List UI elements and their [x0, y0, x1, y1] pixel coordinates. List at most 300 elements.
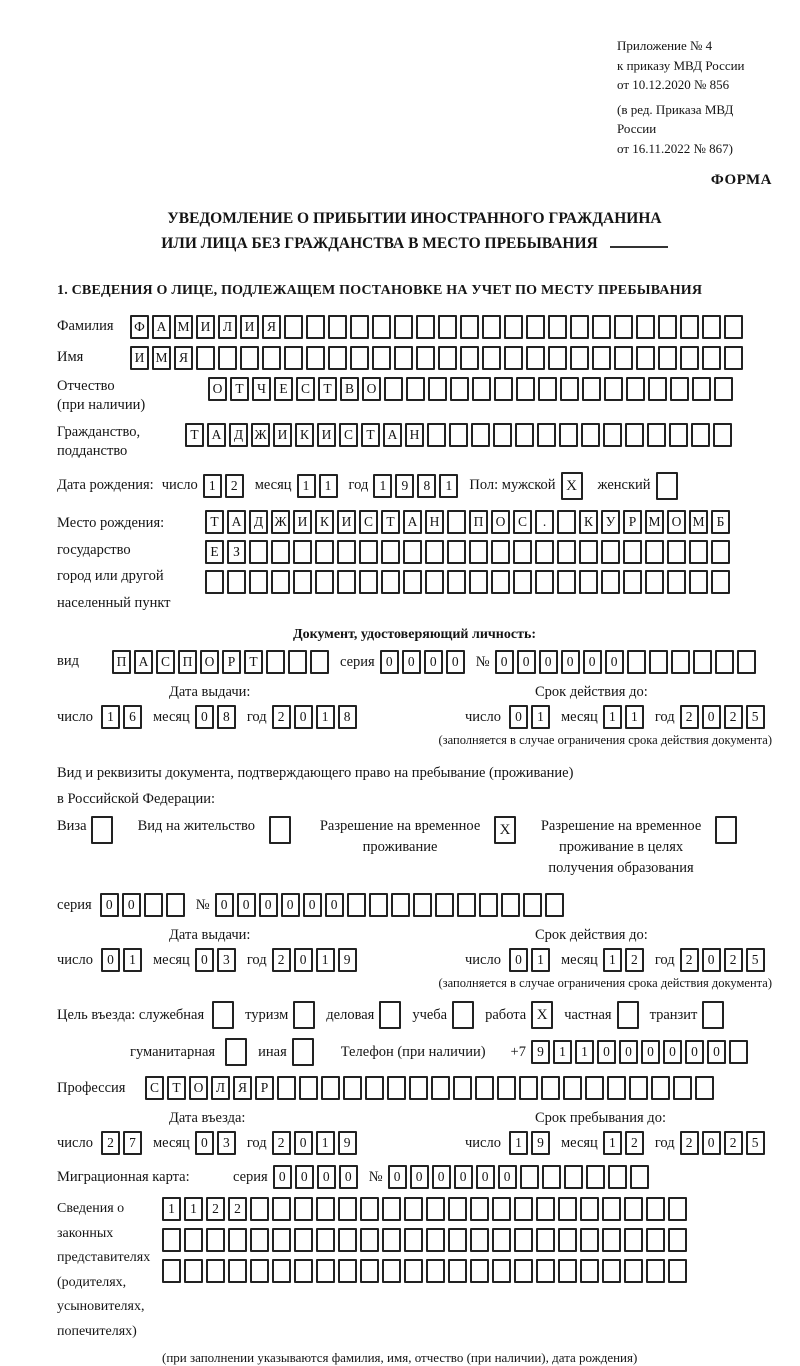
char-cell[interactable]: [625, 423, 644, 447]
char-cell[interactable]: [627, 650, 646, 674]
char-cell[interactable]: [212, 1001, 234, 1029]
char-cell[interactable]: 0: [294, 1131, 313, 1155]
char-cell[interactable]: [523, 893, 542, 917]
char-cell[interactable]: [558, 1197, 577, 1221]
char-cell[interactable]: [452, 1001, 474, 1029]
char-cell[interactable]: 1: [603, 948, 622, 972]
char-cell[interactable]: [492, 1228, 511, 1252]
char-cell[interactable]: 0: [597, 1040, 616, 1064]
char-cell[interactable]: [645, 570, 664, 594]
char-cell[interactable]: [292, 1038, 314, 1066]
char-cell[interactable]: Б: [711, 510, 730, 534]
char-cell[interactable]: 2: [625, 948, 644, 972]
char-cell[interactable]: [513, 570, 532, 594]
char-cell[interactable]: 0: [424, 650, 443, 674]
char-cell[interactable]: [310, 650, 329, 674]
char-cell[interactable]: [240, 346, 259, 370]
char-cell[interactable]: 2: [724, 948, 743, 972]
char-cell[interactable]: 0: [380, 650, 399, 674]
char-cell[interactable]: [293, 540, 312, 564]
char-cell[interactable]: [471, 423, 490, 447]
char-cell[interactable]: [448, 1228, 467, 1252]
char-cell[interactable]: [413, 893, 432, 917]
char-cell[interactable]: [629, 1076, 648, 1100]
char-cell[interactable]: 0: [702, 948, 721, 972]
char-cell[interactable]: [162, 1228, 181, 1252]
char-cell[interactable]: Р: [623, 510, 642, 534]
char-cell[interactable]: [394, 315, 413, 339]
char-cell[interactable]: Т: [318, 377, 337, 401]
char-cell[interactable]: [403, 570, 422, 594]
char-cell[interactable]: [536, 1228, 555, 1252]
purpose-private-checkbox[interactable]: [617, 1001, 642, 1029]
char-cell[interactable]: [447, 570, 466, 594]
char-cell[interactable]: [542, 1165, 561, 1189]
char-cell[interactable]: [535, 540, 554, 564]
char-cell[interactable]: [667, 540, 686, 564]
char-cell[interactable]: [669, 423, 688, 447]
char-cell[interactable]: Р: [255, 1076, 274, 1100]
char-cell[interactable]: [469, 570, 488, 594]
char-cell[interactable]: [294, 1228, 313, 1252]
char-cell[interactable]: 1: [316, 705, 335, 729]
char-cell[interactable]: [519, 1076, 538, 1100]
char-cell[interactable]: [658, 315, 677, 339]
char-cell[interactable]: [648, 377, 667, 401]
char-cell[interactable]: В: [340, 377, 359, 401]
char-cell[interactable]: [548, 315, 567, 339]
char-cell[interactable]: 5: [746, 705, 765, 729]
char-cell[interactable]: [284, 315, 303, 339]
char-cell[interactable]: [425, 570, 444, 594]
char-cell[interactable]: [227, 570, 246, 594]
char-cell[interactable]: [602, 1259, 621, 1283]
char-cell[interactable]: 0: [561, 650, 580, 674]
char-cell[interactable]: [515, 423, 534, 447]
char-cell[interactable]: [492, 1197, 511, 1221]
char-cell[interactable]: [382, 1259, 401, 1283]
char-cell[interactable]: [680, 315, 699, 339]
char-cell[interactable]: 1: [316, 1131, 335, 1155]
char-cell[interactable]: 0: [454, 1165, 473, 1189]
char-cell[interactable]: У: [601, 510, 620, 534]
char-cell[interactable]: И: [293, 510, 312, 534]
char-cell[interactable]: [535, 570, 554, 594]
char-cell[interactable]: Т: [381, 510, 400, 534]
char-cell[interactable]: 0: [583, 650, 602, 674]
visa-checkbox[interactable]: [91, 816, 116, 844]
char-cell[interactable]: Т: [361, 423, 380, 447]
char-cell[interactable]: К: [295, 423, 314, 447]
char-cell[interactable]: [391, 893, 410, 917]
char-cell[interactable]: [184, 1259, 203, 1283]
char-cell[interactable]: [250, 1259, 269, 1283]
char-cell[interactable]: [670, 377, 689, 401]
char-cell[interactable]: [250, 1228, 269, 1252]
char-cell[interactable]: 2: [625, 1131, 644, 1155]
char-cell[interactable]: 0: [339, 1165, 358, 1189]
char-cell[interactable]: 0: [122, 893, 141, 917]
char-cell[interactable]: [630, 1165, 649, 1189]
char-cell[interactable]: [277, 1076, 296, 1100]
char-cell[interactable]: Л: [211, 1076, 230, 1100]
char-cell[interactable]: 0: [325, 893, 344, 917]
gender-male-checkbox[interactable]: [561, 472, 586, 500]
char-cell[interactable]: [614, 346, 633, 370]
char-cell[interactable]: М: [174, 315, 193, 339]
char-cell[interactable]: 1: [184, 1197, 203, 1221]
char-cell[interactable]: 0: [509, 948, 528, 972]
char-cell[interactable]: [514, 1228, 533, 1252]
char-cell[interactable]: [206, 1228, 225, 1252]
char-cell[interactable]: [491, 570, 510, 594]
char-cell[interactable]: [680, 346, 699, 370]
char-cell[interactable]: 2: [272, 705, 291, 729]
char-cell[interactable]: [482, 346, 501, 370]
char-cell[interactable]: [460, 346, 479, 370]
char-cell[interactable]: [394, 346, 413, 370]
char-cell[interactable]: 9: [531, 1040, 550, 1064]
char-cell[interactable]: [724, 315, 743, 339]
char-cell[interactable]: И: [130, 346, 149, 370]
char-cell[interactable]: [269, 816, 291, 844]
char-cell[interactable]: А: [134, 650, 153, 674]
char-cell[interactable]: 9: [531, 1131, 550, 1155]
char-cell[interactable]: [646, 1197, 665, 1221]
char-cell[interactable]: [449, 423, 468, 447]
char-cell[interactable]: [144, 893, 163, 917]
char-cell[interactable]: .: [535, 510, 554, 534]
char-cell[interactable]: [715, 816, 737, 844]
char-cell[interactable]: 0: [446, 650, 465, 674]
gender-female-checkbox[interactable]: [656, 472, 681, 500]
char-cell[interactable]: Ч: [252, 377, 271, 401]
char-cell[interactable]: 2: [272, 948, 291, 972]
char-cell[interactable]: [623, 540, 642, 564]
char-cell[interactable]: П: [112, 650, 131, 674]
char-cell[interactable]: [557, 570, 576, 594]
char-cell[interactable]: [426, 1228, 445, 1252]
char-cell[interactable]: [359, 540, 378, 564]
char-cell[interactable]: [536, 1259, 555, 1283]
char-cell[interactable]: [359, 570, 378, 594]
char-cell[interactable]: 1: [203, 474, 222, 498]
char-cell[interactable]: [249, 540, 268, 564]
char-cell[interactable]: М: [152, 346, 171, 370]
char-cell[interactable]: [404, 1197, 423, 1221]
char-cell[interactable]: [321, 1076, 340, 1100]
char-cell[interactable]: [579, 570, 598, 594]
char-cell[interactable]: [475, 1076, 494, 1100]
char-cell[interactable]: [472, 377, 491, 401]
char-cell[interactable]: [470, 1228, 489, 1252]
char-cell[interactable]: [601, 540, 620, 564]
char-cell[interactable]: [673, 1076, 692, 1100]
char-cell[interactable]: 1: [531, 705, 550, 729]
char-cell[interactable]: [306, 315, 325, 339]
char-cell[interactable]: Н: [425, 510, 444, 534]
char-cell[interactable]: [228, 1228, 247, 1252]
char-cell[interactable]: [514, 1197, 533, 1221]
char-cell[interactable]: [602, 1197, 621, 1221]
char-cell[interactable]: 8: [338, 705, 357, 729]
char-cell[interactable]: [689, 540, 708, 564]
char-cell[interactable]: [91, 816, 113, 844]
residence-permit-checkbox[interactable]: [269, 816, 294, 844]
char-cell[interactable]: [262, 346, 281, 370]
char-cell[interactable]: Т: [230, 377, 249, 401]
char-cell[interactable]: X: [561, 472, 583, 500]
purpose-tourism-checkbox[interactable]: [293, 1001, 318, 1029]
char-cell[interactable]: [579, 540, 598, 564]
char-cell[interactable]: [271, 570, 290, 594]
char-cell[interactable]: [563, 1076, 582, 1100]
char-cell[interactable]: 0: [294, 705, 313, 729]
char-cell[interactable]: 0: [215, 893, 234, 917]
char-cell[interactable]: И: [273, 423, 292, 447]
char-cell[interactable]: [382, 1197, 401, 1221]
char-cell[interactable]: [646, 1259, 665, 1283]
char-cell[interactable]: [582, 377, 601, 401]
char-cell[interactable]: [586, 1165, 605, 1189]
char-cell[interactable]: [372, 315, 391, 339]
char-cell[interactable]: [711, 540, 730, 564]
char-cell[interactable]: 0: [539, 650, 558, 674]
char-cell[interactable]: [448, 1259, 467, 1283]
char-cell[interactable]: 1: [603, 1131, 622, 1155]
char-cell[interactable]: 0: [402, 650, 421, 674]
char-cell[interactable]: [328, 346, 347, 370]
purpose-official-checkbox[interactable]: [212, 1001, 237, 1029]
char-cell[interactable]: 0: [388, 1165, 407, 1189]
char-cell[interactable]: [491, 540, 510, 564]
char-cell[interactable]: [293, 570, 312, 594]
char-cell[interactable]: И: [337, 510, 356, 534]
char-cell[interactable]: [379, 1001, 401, 1029]
char-cell[interactable]: [693, 650, 712, 674]
char-cell[interactable]: С: [359, 510, 378, 534]
char-cell[interactable]: [668, 1197, 687, 1221]
char-cell[interactable]: [715, 650, 734, 674]
char-cell[interactable]: [668, 1228, 687, 1252]
char-cell[interactable]: 3: [217, 1131, 236, 1155]
char-cell[interactable]: [713, 423, 732, 447]
char-cell[interactable]: [381, 570, 400, 594]
char-cell[interactable]: О: [189, 1076, 208, 1100]
char-cell[interactable]: 2: [680, 948, 699, 972]
char-cell[interactable]: 0: [498, 1165, 517, 1189]
char-cell[interactable]: Я: [233, 1076, 252, 1100]
char-cell[interactable]: [608, 1165, 627, 1189]
char-cell[interactable]: 1: [316, 948, 335, 972]
char-cell[interactable]: [196, 346, 215, 370]
char-cell[interactable]: [316, 1228, 335, 1252]
char-cell[interactable]: [494, 377, 513, 401]
char-cell[interactable]: [337, 540, 356, 564]
char-cell[interactable]: [350, 346, 369, 370]
char-cell[interactable]: [316, 1259, 335, 1283]
char-cell[interactable]: О: [200, 650, 219, 674]
char-cell[interactable]: 1: [101, 705, 120, 729]
char-cell[interactable]: 0: [303, 893, 322, 917]
char-cell[interactable]: [492, 1259, 511, 1283]
purpose-transit-checkbox[interactable]: [702, 1001, 727, 1029]
char-cell[interactable]: О: [362, 377, 381, 401]
char-cell[interactable]: [592, 315, 611, 339]
char-cell[interactable]: 0: [195, 948, 214, 972]
char-cell[interactable]: [266, 650, 285, 674]
char-cell[interactable]: [205, 570, 224, 594]
char-cell[interactable]: 0: [281, 893, 300, 917]
char-cell[interactable]: [470, 1197, 489, 1221]
char-cell[interactable]: 0: [295, 1165, 314, 1189]
char-cell[interactable]: И: [317, 423, 336, 447]
char-cell[interactable]: 1: [123, 948, 142, 972]
char-cell[interactable]: 0: [273, 1165, 292, 1189]
char-cell[interactable]: 0: [605, 650, 624, 674]
char-cell[interactable]: [580, 1197, 599, 1221]
purpose-other-checkbox[interactable]: [292, 1038, 317, 1066]
char-cell[interactable]: [387, 1076, 406, 1100]
purpose-business-checkbox[interactable]: [379, 1001, 404, 1029]
char-cell[interactable]: 0: [101, 948, 120, 972]
char-cell[interactable]: [360, 1197, 379, 1221]
char-cell[interactable]: 0: [410, 1165, 429, 1189]
char-cell[interactable]: [536, 1197, 555, 1221]
char-cell[interactable]: 0: [317, 1165, 336, 1189]
char-cell[interactable]: [338, 1197, 357, 1221]
char-cell[interactable]: [541, 1076, 560, 1100]
char-cell[interactable]: [714, 377, 733, 401]
char-cell[interactable]: [381, 540, 400, 564]
char-cell[interactable]: П: [469, 510, 488, 534]
char-cell[interactable]: 2: [724, 1131, 743, 1155]
char-cell[interactable]: 0: [619, 1040, 638, 1064]
char-cell[interactable]: 1: [625, 705, 644, 729]
char-cell[interactable]: [384, 377, 403, 401]
char-cell[interactable]: [299, 1076, 318, 1100]
char-cell[interactable]: [526, 315, 545, 339]
char-cell[interactable]: С: [156, 650, 175, 674]
char-cell[interactable]: [497, 1076, 516, 1100]
char-cell[interactable]: 7: [123, 1131, 142, 1155]
char-cell[interactable]: [293, 1001, 315, 1029]
char-cell[interactable]: [695, 1076, 714, 1100]
char-cell[interactable]: 0: [195, 1131, 214, 1155]
char-cell[interactable]: [218, 346, 237, 370]
char-cell[interactable]: [431, 1076, 450, 1100]
char-cell[interactable]: [250, 1197, 269, 1221]
char-cell[interactable]: 0: [509, 705, 528, 729]
char-cell[interactable]: [288, 650, 307, 674]
char-cell[interactable]: [560, 377, 579, 401]
char-cell[interactable]: 0: [702, 705, 721, 729]
char-cell[interactable]: [315, 540, 334, 564]
char-cell[interactable]: [580, 1228, 599, 1252]
char-cell[interactable]: [425, 540, 444, 564]
char-cell[interactable]: 1: [439, 474, 458, 498]
char-cell[interactable]: [272, 1197, 291, 1221]
char-cell[interactable]: С: [339, 423, 358, 447]
char-cell[interactable]: Т: [185, 423, 204, 447]
char-cell[interactable]: [427, 423, 446, 447]
char-cell[interactable]: 1: [531, 948, 550, 972]
char-cell[interactable]: [548, 346, 567, 370]
char-cell[interactable]: 1: [553, 1040, 572, 1064]
char-cell[interactable]: [369, 893, 388, 917]
char-cell[interactable]: Я: [262, 315, 281, 339]
char-cell[interactable]: 2: [724, 705, 743, 729]
char-cell[interactable]: 2: [101, 1131, 120, 1155]
char-cell[interactable]: С: [513, 510, 532, 534]
char-cell[interactable]: 1: [603, 705, 622, 729]
char-cell[interactable]: 2: [206, 1197, 225, 1221]
char-cell[interactable]: О: [491, 510, 510, 534]
char-cell[interactable]: [651, 1076, 670, 1100]
char-cell[interactable]: [409, 1076, 428, 1100]
char-cell[interactable]: [501, 893, 520, 917]
char-cell[interactable]: Ж: [271, 510, 290, 534]
char-cell[interactable]: [448, 1197, 467, 1221]
char-cell[interactable]: [636, 315, 655, 339]
char-cell[interactable]: [646, 1228, 665, 1252]
char-cell[interactable]: [360, 1228, 379, 1252]
char-cell[interactable]: [667, 570, 686, 594]
char-cell[interactable]: [624, 1197, 643, 1221]
char-cell[interactable]: [603, 423, 622, 447]
char-cell[interactable]: К: [315, 510, 334, 534]
char-cell[interactable]: [382, 1228, 401, 1252]
char-cell[interactable]: [729, 1040, 748, 1064]
char-cell[interactable]: 0: [663, 1040, 682, 1064]
char-cell[interactable]: [711, 570, 730, 594]
char-cell[interactable]: [206, 1259, 225, 1283]
char-cell[interactable]: [337, 570, 356, 594]
char-cell[interactable]: [564, 1165, 583, 1189]
char-cell[interactable]: [306, 346, 325, 370]
char-cell[interactable]: Ж: [251, 423, 270, 447]
char-cell[interactable]: [470, 1259, 489, 1283]
char-cell[interactable]: [447, 540, 466, 564]
char-cell[interactable]: Ф: [130, 315, 149, 339]
char-cell[interactable]: 1: [373, 474, 392, 498]
char-cell[interactable]: X: [494, 816, 516, 844]
char-cell[interactable]: [426, 1197, 445, 1221]
char-cell[interactable]: [435, 893, 454, 917]
char-cell[interactable]: [328, 315, 347, 339]
char-cell[interactable]: А: [152, 315, 171, 339]
char-cell[interactable]: О: [667, 510, 686, 534]
purpose-study-checkbox[interactable]: [452, 1001, 477, 1029]
char-cell[interactable]: 8: [217, 705, 236, 729]
char-cell[interactable]: З: [227, 540, 246, 564]
purpose-humanitarian-checkbox[interactable]: [225, 1038, 250, 1066]
char-cell[interactable]: [438, 315, 457, 339]
char-cell[interactable]: [166, 893, 185, 917]
char-cell[interactable]: [557, 540, 576, 564]
char-cell[interactable]: [580, 1259, 599, 1283]
char-cell[interactable]: Д: [229, 423, 248, 447]
char-cell[interactable]: [516, 377, 535, 401]
char-cell[interactable]: [453, 1076, 472, 1100]
temp-permit-checkbox[interactable]: [494, 816, 519, 844]
char-cell[interactable]: [520, 1165, 539, 1189]
char-cell[interactable]: [249, 570, 268, 594]
char-cell[interactable]: С: [296, 377, 315, 401]
char-cell[interactable]: Е: [274, 377, 293, 401]
char-cell[interactable]: [617, 1001, 639, 1029]
char-cell[interactable]: [338, 1228, 357, 1252]
